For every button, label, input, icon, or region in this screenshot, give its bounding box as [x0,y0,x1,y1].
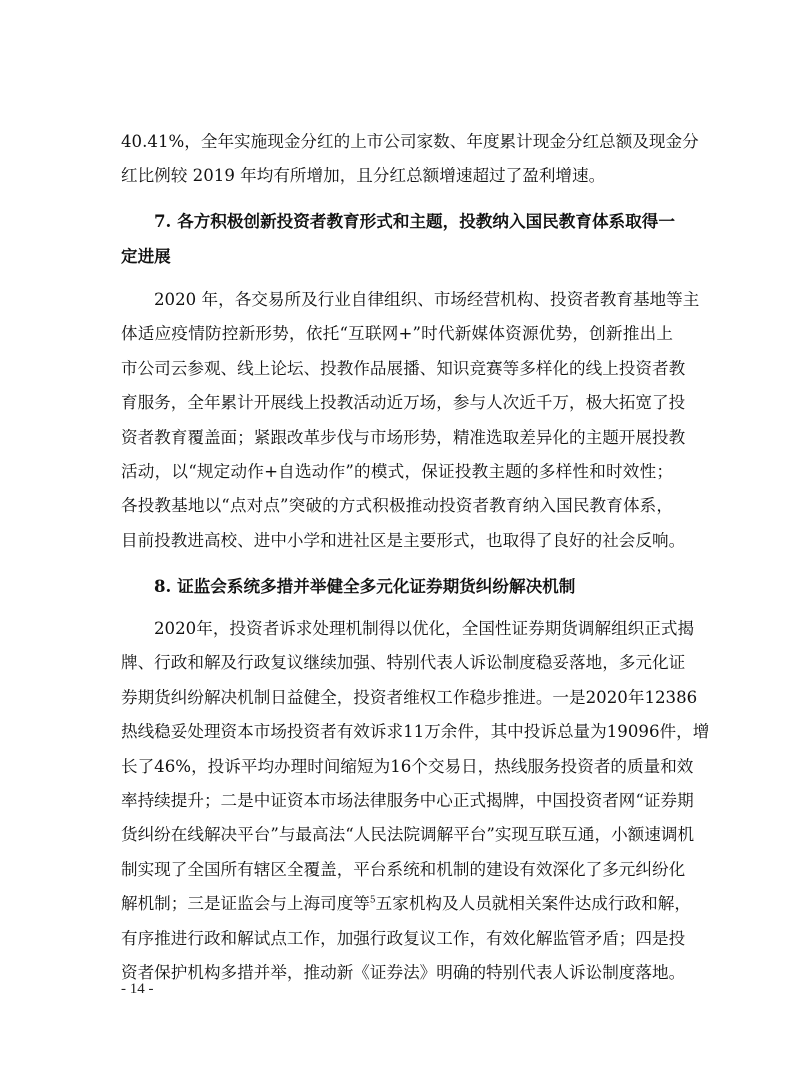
section8-body-line-2: 牌、行政和解及行政复议继续加强、特别代表人诉讼制度稳妥落地，多元化证 [121,653,686,672]
footnote-ref-5[interactable]: 5 [369,895,376,906]
section7-body-line-6: 活动，以“规定动作+自选动作”的模式，保证投教主题的多样性和时效性； [121,462,673,481]
section8-body-line-6: 率持续提升；二是中证资本市场法律服务中心正式揭牌，中国投资者网“证券期 [121,791,694,810]
intro-line-2: 红比例较 2019 年均有所增加，且分红总额增速超过了盈利增速。 [121,166,606,185]
section7-body-line-7: 各投教基地以“点对点”突破的方式积极推动投资者教育纳入国民教育体系， [121,496,673,515]
section8-heading: 8. 证监会系统多措并举健全多元化证券期货纠纷解决机制 [154,576,576,596]
section8-body-line-1: 2020年，投资者诉求处理机制得以优化，全国性证券期货调解组织正式揭 [154,619,695,638]
section7-body-line-8: 目前投教进高校、进中小学和进社区是主要形式，也取得了良好的社会反响。 [121,531,686,550]
section7-body-line-4: 育服务，全年累计开展线上投教活动近万场，参与人次近千万，极大拓宽了投 [121,393,686,412]
section8-body-line-10: 有序推进行政和解试点工作，加强行政复议工作，有效化解监管矛盾；四是投 [121,929,686,948]
section7-heading-line-1: 7. 各方积极创新投资者教育形式和主题，投教纳入国民教育体系取得一 [154,211,675,231]
section8-body-line-9-start: 解机制；三是证监会与上海司度等 [121,894,370,913]
section8-body-line-7: 货纠纷在线解决平台”与最高法“人民法院调解平台”实现互联互通，小额速调机 [121,825,695,844]
section7-body-line-2: 体适应疫情防控新形势，依托“互联网+”时代新媒体资源优势，创新推出上 [121,324,673,343]
section8-body-line-3: 券期货纠纷解决机制日益健全，投资者维权工作稳步推进。一是2020年12386 [121,688,698,707]
section8-body-line-8: 制实现了全国所有辖区全覆盖，平台系统和机制的建设有效深化了多元纠纷化 [121,860,686,879]
section7-heading-line-2: 定进展 [121,246,171,266]
section8-body-line-9-end: 五家机构及人员就相关案件达成行政和解， [375,894,691,913]
section7-body-line-5: 资者教育覆盖面；紧跟改革步伐与市场形势，精准选取差异化的主题开展投教 [121,428,686,447]
intro-line-1: 40.41%，全年实施现金分红的上市公司家数、年度累计现金分红总额及现金分 [121,132,699,151]
section8-body-line-4: 热线稳妥处理资本市场投资者有效诉求11万余件，其中投诉总量为19096件，增 [121,722,710,741]
page-number: - 14 - [121,981,154,997]
section7-body-line-3: 市公司云参观、线上论坛、投教作品展播、知识竞赛等多样化的线上投资者教 [121,359,686,378]
section8-body-line-5: 长了46%，投诉平均办理时间缩短为16个交易日，热线服务投资者的质量和效 [121,757,694,776]
section8-body-line-9 [121,891,691,917]
section8-body-line-11: 资者保护机构多措并举，推动新《证券法》明确的特别代表人诉讼制度落地。 [121,963,686,982]
section7-body-line-1: 2020 年，各交易所及行业自律组织、市场经营机构、投资者教育基地等主 [154,290,700,309]
